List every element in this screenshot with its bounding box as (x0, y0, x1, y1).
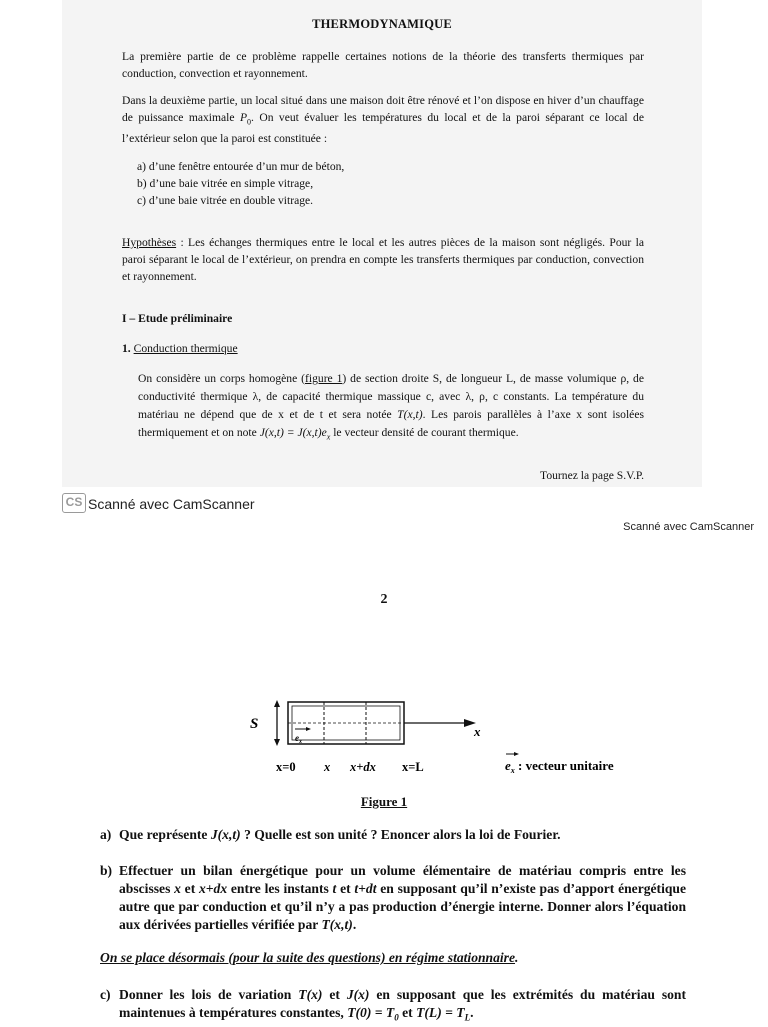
hypotheses-paragraph (122, 234, 644, 285)
figure-1-diagram (240, 690, 660, 780)
tick-label-x0: x=0 (276, 760, 296, 774)
figure-caption: Figure 1 (360, 794, 408, 809)
current-density-vector (259, 426, 331, 442)
unit-vector-e: e (295, 733, 299, 743)
question-text-run: . (352, 917, 357, 932)
question-text-run: . (470, 1005, 474, 1020)
temperature-function: T(x,t) (397, 408, 423, 421)
part2-text-after: . On veut évaluer les températures du local et de la paroi séparant ce local de l’extérieur selon que la paroi est constituée : (122, 111, 644, 146)
tick-label-x-dx: x+dx (350, 760, 376, 774)
question-text-run: Que représente (119, 827, 211, 842)
hypotheses-label: Hypothèses (122, 236, 177, 249)
regime-note-text: On se place désormais (pour la suite des questions) en régime stationnaire (100, 950, 516, 965)
question-text-run: et (398, 1005, 417, 1020)
math-subscript: L (464, 1012, 471, 1023)
question-c-text (100, 986, 686, 1027)
vector-subscript: x (326, 432, 331, 442)
unit-vector-sub: x (299, 739, 302, 745)
legend-vector-sub: x (510, 766, 515, 775)
regime-note (100, 950, 518, 966)
math-expression: J(x) (346, 987, 370, 1002)
tick-label-xL: x=L (402, 760, 424, 774)
unit-vector-head-icon (306, 727, 311, 731)
question-text-run: en supposant que les extrémités du matériau sont maintenues à températures constantes, (119, 987, 687, 1020)
subsection-title: Conduction thermique (133, 342, 238, 355)
figure-reference: figure 1 (305, 372, 343, 385)
arrow-head-up-icon (274, 700, 280, 707)
math-expression: x+dx (199, 881, 228, 896)
power-symbol: P (239, 111, 248, 124)
question-text-run: en supposant qu’il n’existe pas d’apport énergétique autre que par conduction et qu’il n’y a pas production d’énergie interne. Donner alors l’équation aux dérivées partielles vérifiée par (119, 881, 687, 932)
section-heading: I – Etude préliminaire (122, 312, 233, 325)
document-title: THERMODYNAMIQUE (312, 17, 452, 31)
question-b (100, 862, 686, 934)
regime-note-dot: . (515, 950, 519, 965)
math-expression: T(L) = T (416, 1005, 465, 1020)
question-text-run: entre les instants (227, 881, 333, 896)
unit-vector-label (295, 733, 302, 745)
subsection-heading (122, 340, 238, 357)
math-expression: t (332, 881, 337, 896)
question-text-run: et (322, 987, 347, 1002)
math-subscript: 0 (394, 1012, 399, 1023)
conduction-paragraph (138, 370, 644, 446)
question-b-label: b) (100, 863, 113, 878)
scanned-page-1 (62, 0, 702, 487)
part2-paragraph (122, 92, 644, 147)
camscanner-logo-icon: CS (62, 493, 86, 513)
question-b-text (100, 862, 686, 934)
question-text-run: Donner les lois de variation (119, 987, 299, 1002)
wall-option: a) d’une fenêtre entourée d’un mur de béton, (137, 160, 345, 173)
question-a-text (100, 826, 686, 844)
question-text-run: et (180, 881, 199, 896)
question-text-run: et (336, 881, 355, 896)
section-label: S (250, 716, 259, 732)
arrow-head-down-icon (274, 739, 280, 746)
tick-label-x: x (324, 760, 331, 774)
x-axis-label: x (474, 724, 481, 739)
math-expression: T(0) = T (347, 1005, 395, 1020)
legend-vector-desc: : vecteur unitaire (514, 758, 614, 773)
conduction-text: On considère un corps homogène ( (138, 372, 306, 385)
current-density-expr: J(x,t) = J(x,t)e (259, 426, 327, 439)
question-text-run: Effectuer un bilan énergétique pour un volume élémentaire de matériau compris entre les abscisses (119, 863, 686, 896)
conduction-text: le vecteur densité de courant thermique. (330, 426, 519, 439)
subsection-number: 1. (122, 342, 131, 355)
math-expression: t+dt (354, 881, 377, 896)
power-subscript: 0 (247, 117, 252, 127)
legend-vector-e: e (505, 758, 511, 773)
legend-vector-head-icon (514, 752, 519, 756)
legend-text (505, 758, 614, 775)
turn-page-note: Tournez la page S.V.P. (540, 469, 644, 482)
question-c (100, 986, 686, 1027)
math-expression: x (174, 881, 181, 896)
math-expression: T(x,t) (321, 917, 353, 932)
wall-option: c) d’une baie vitrée en double vitrage. (137, 194, 314, 207)
camscanner-label-small: Scanné avec CamScanner (623, 521, 754, 533)
hypotheses-text: : Les échanges thermiques entre le local et les autres pièces de la maison sont négligés. Pour la paroi séparant le local de l’extérieur, on prendra en compte les transferts thermiques par conduction, convection et rayonnement. (122, 236, 644, 283)
math-expression: T(x) (298, 987, 323, 1002)
question-c-label: c) (100, 987, 111, 1002)
question-a-label: a) (100, 827, 112, 842)
part2-text-before: Dans la deuxième partie, un local situé dans une maison doit être rénové et l’on dispose en hiver d’un chauffage de puissance maximale (122, 94, 644, 124)
conduction-text: ) de section droite S, de longueur L, de masse volumique ρ, de conductivité thermique λ, de capacité thermique massique c, avec λ, ρ, c constants. La température du matériau ne dépend que de x et de t et sera notée (138, 372, 644, 421)
conduction-text: . Les parois parallèles à l’axe x sont isolées thermiquement et on note (138, 408, 644, 439)
question-text-run: ? Quelle est son unité ? Enoncer alors la loi de Fourier. (240, 827, 561, 842)
wall-options-list (137, 158, 637, 209)
camscanner-label: Scanné avec CamScanner (88, 496, 255, 512)
math-expression: J(x,t) (210, 827, 241, 842)
wall-option: b) d’une baie vitrée en simple vitrage, (137, 177, 314, 190)
page-number: 2 (380, 592, 388, 607)
question-a (100, 826, 686, 844)
intro-paragraph: La première partie de ce problème rappelle certaines notions de la théorie des transferts thermiques par conduction, convection et rayonnement. (122, 50, 644, 80)
